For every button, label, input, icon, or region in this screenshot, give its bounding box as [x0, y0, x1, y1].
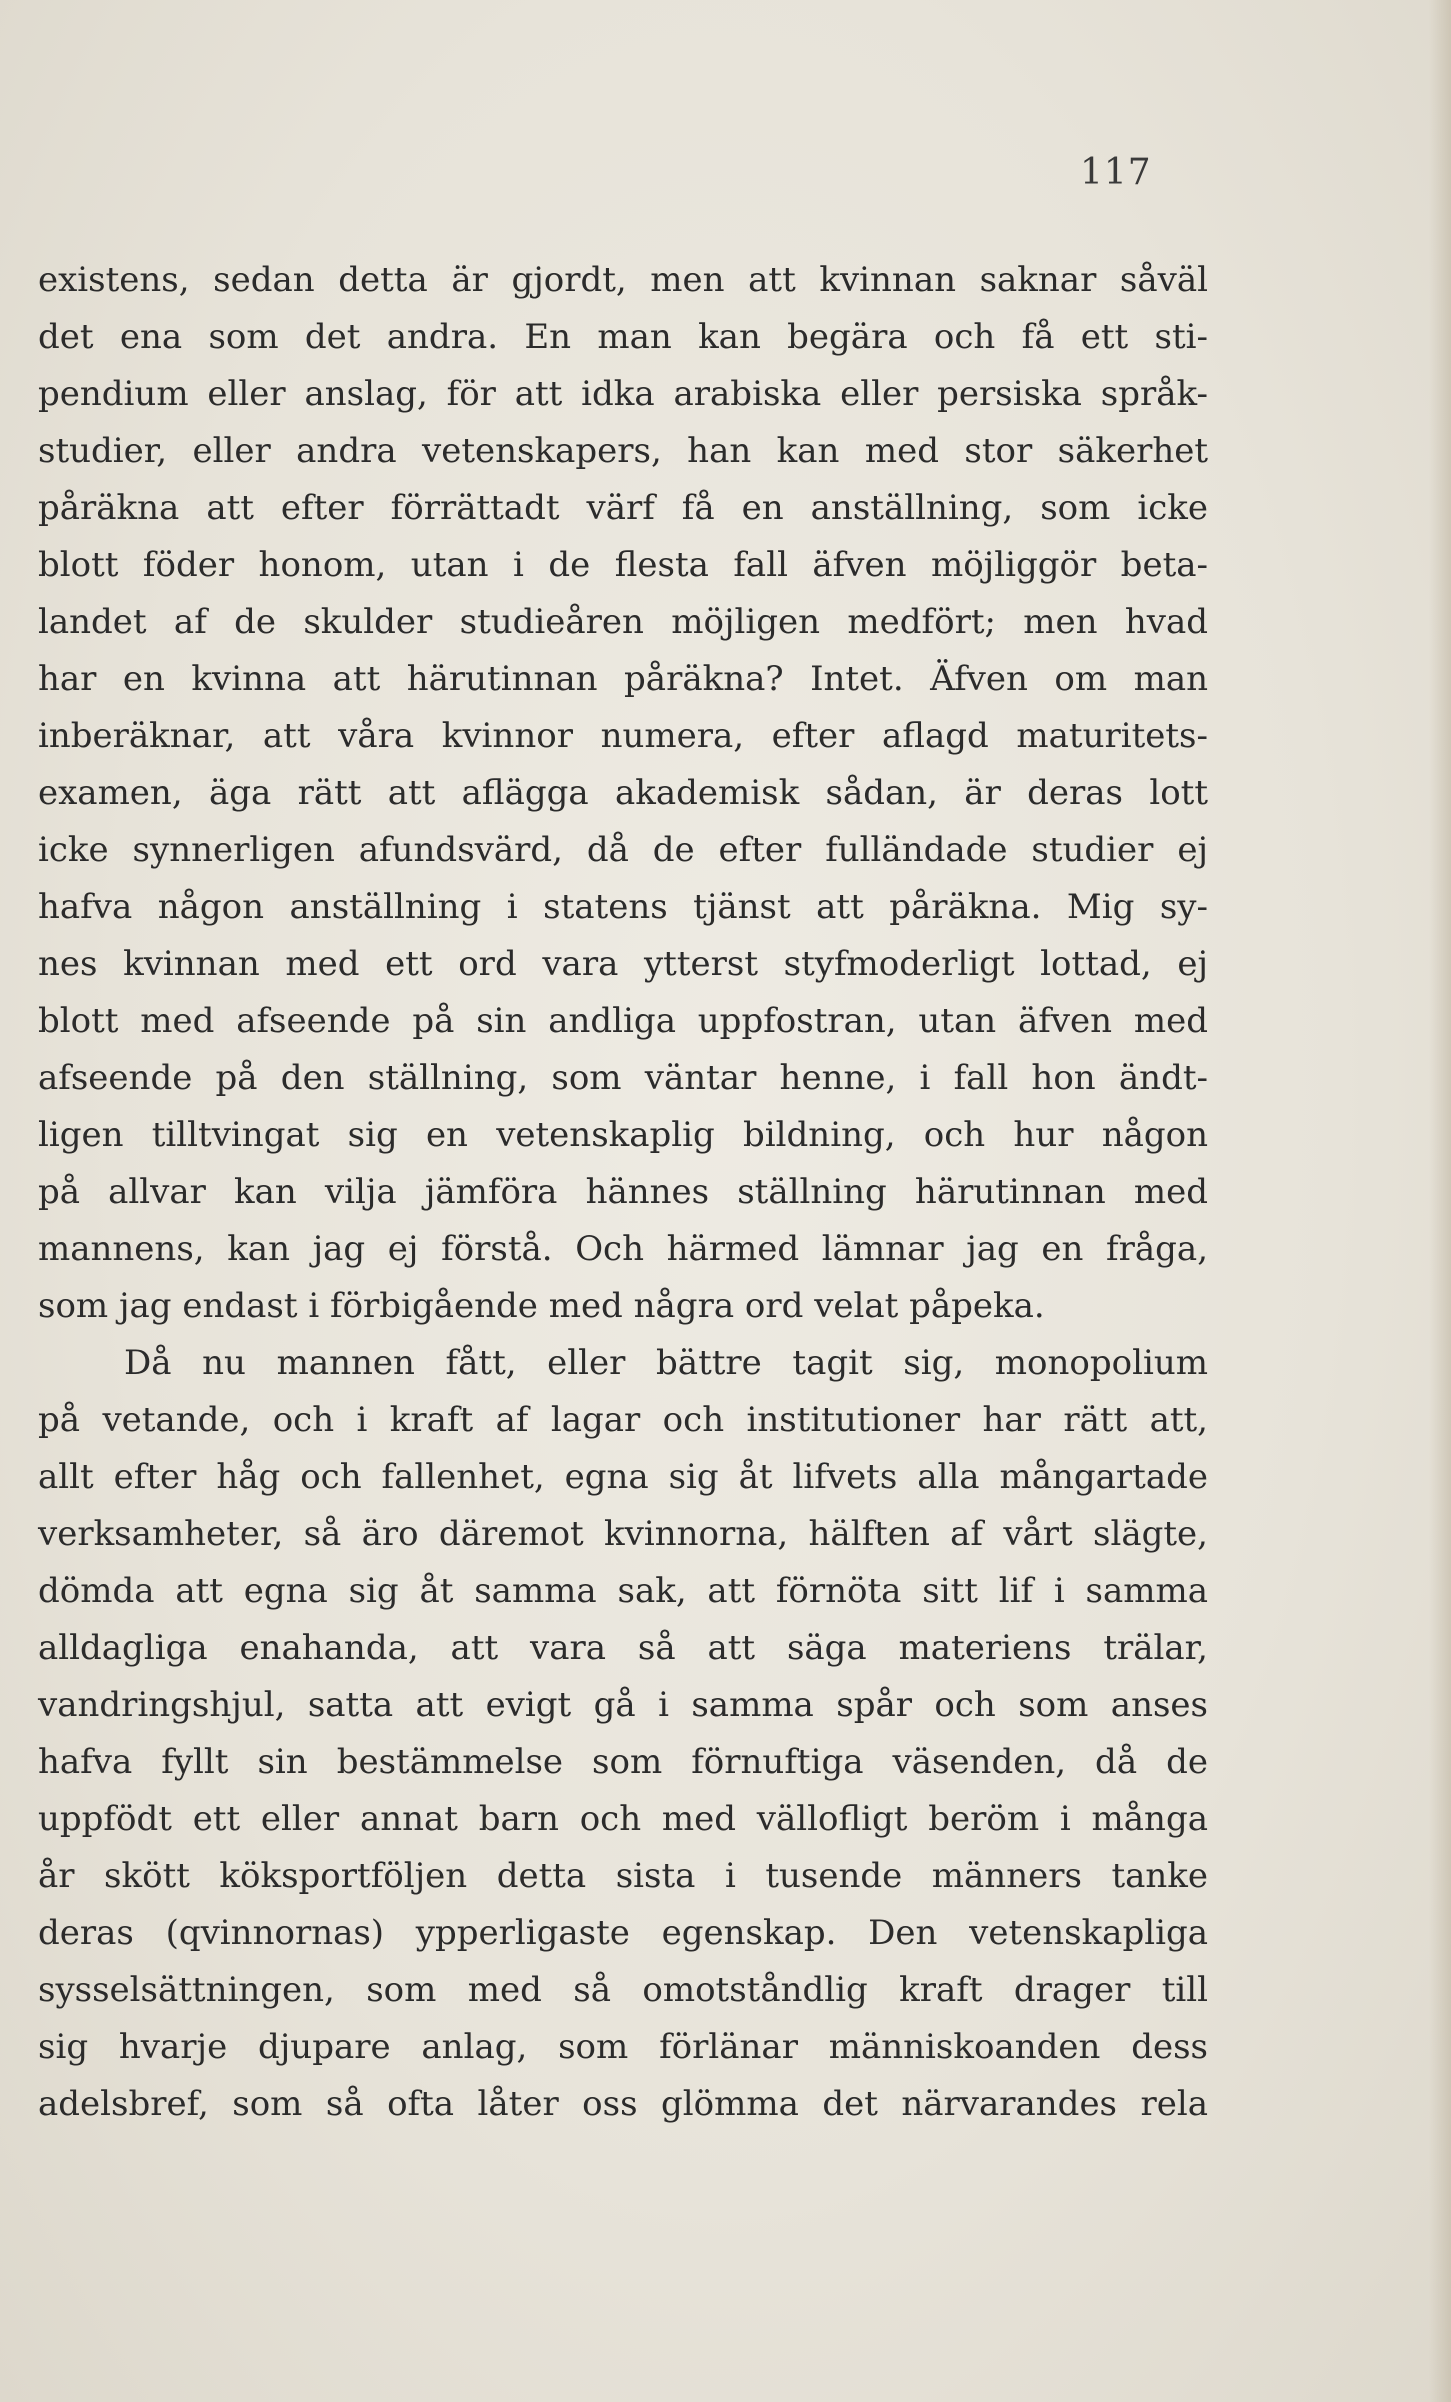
text-line: adelsbref, som så ofta låter oss glömma det närvarandes rela — [38, 2084, 1208, 2124]
text-line: som jag endast i förbigående med några ord velat påpeka. — [38, 1286, 1045, 1326]
text-line: existens, sedan detta är gjordt, men att kvinnan saknar såväl — [38, 260, 1208, 300]
text-line: påräkna att efter förrättadt värf få en anställning, som icke — [38, 488, 1208, 528]
text-line: blott med afseende på sin andliga uppfostran, utan äfven med — [38, 1001, 1208, 1041]
text-line: vandringshjul, satta att evigt gå i samma spår och som anses — [38, 1685, 1208, 1725]
text-line: nes kvinnan med ett ord vara ytterst styfmoderligt lottad, ej — [38, 944, 1208, 984]
text-line: hafva fyllt sin bestämmelse som förnuftiga väsenden, då de — [38, 1742, 1208, 1782]
text-line: sysselsättningen, som med så omotståndlig kraft drager till — [38, 1970, 1208, 2010]
text-line: på allvar kan vilja jämföra hännes ställning härutinnan med — [38, 1172, 1208, 1212]
text-line: Då nu mannen fått, eller bättre tagit sig, monopolium — [124, 1343, 1208, 1383]
text-line: alldagliga enahanda, att vara så att säga materiens trälar, — [38, 1628, 1208, 1668]
text-line: afseende på den ställning, som väntar henne, i fall hon ändt- — [38, 1058, 1208, 1098]
text-line: deras (qvinnornas) ypperligaste egenskap. Den vetenskapliga — [38, 1913, 1208, 1953]
text-line: dömda att egna sig åt samma sak, att förnöta sitt lif i samma — [38, 1571, 1208, 1611]
text-line: examen, äga rätt att aflägga akademisk sådan, är deras lott — [38, 773, 1208, 813]
text-line: icke synnerligen afundsvärd, då de efter fulländade studier ej — [38, 830, 1208, 870]
text-line: allt efter håg och fallenhet, egna sig åt lifvets alla mångartade — [38, 1457, 1208, 1497]
text-line: inberäknar, att våra kvinnor numera, efter aflagd maturitets- — [38, 716, 1208, 756]
page-number: 117 — [1080, 152, 1152, 193]
text-line: sig hvarje djupare anlag, som förlänar människoanden dess — [38, 2027, 1208, 2067]
text-line: blott föder honom, utan i de flesta fall äfven möjliggör beta- — [38, 545, 1208, 585]
text-line: pendium eller anslag, för att idka arabiska eller persiska språk- — [38, 374, 1208, 414]
text-line: på vetande, och i kraft af lagar och institutioner har rätt att, — [38, 1400, 1208, 1440]
text-line: år skött köksportföljen detta sista i tusende männers tanke — [38, 1856, 1208, 1896]
text-line: det ena som det andra. En man kan begära och få ett sti- — [38, 317, 1208, 357]
text-line: uppfödt ett eller annat barn och med vällofligt beröm i många — [38, 1799, 1208, 1839]
text-line: hafva någon anställning i statens tjänst att påräkna. Mig sy- — [38, 887, 1208, 927]
text-line: har en kvinna att härutinnan påräkna? Intet. Äfven om man — [38, 659, 1208, 699]
page-edge-shadow — [1429, 0, 1451, 2402]
text-line: studier, eller andra vetenskapers, han kan med stor säkerhet — [38, 431, 1208, 471]
text-line: mannens, kan jag ej förstå. Och härmed lämnar jag en fråga, — [38, 1229, 1208, 1269]
text-line: verksamheter, så äro däremot kvinnorna, hälften af vårt slägte, — [38, 1514, 1208, 1554]
text-line: landet af de skulder studieåren möjligen medfört; men hvad — [38, 602, 1208, 642]
text-line: ligen tilltvingat sig en vetenskaplig bildning, och hur någon — [38, 1115, 1208, 1155]
